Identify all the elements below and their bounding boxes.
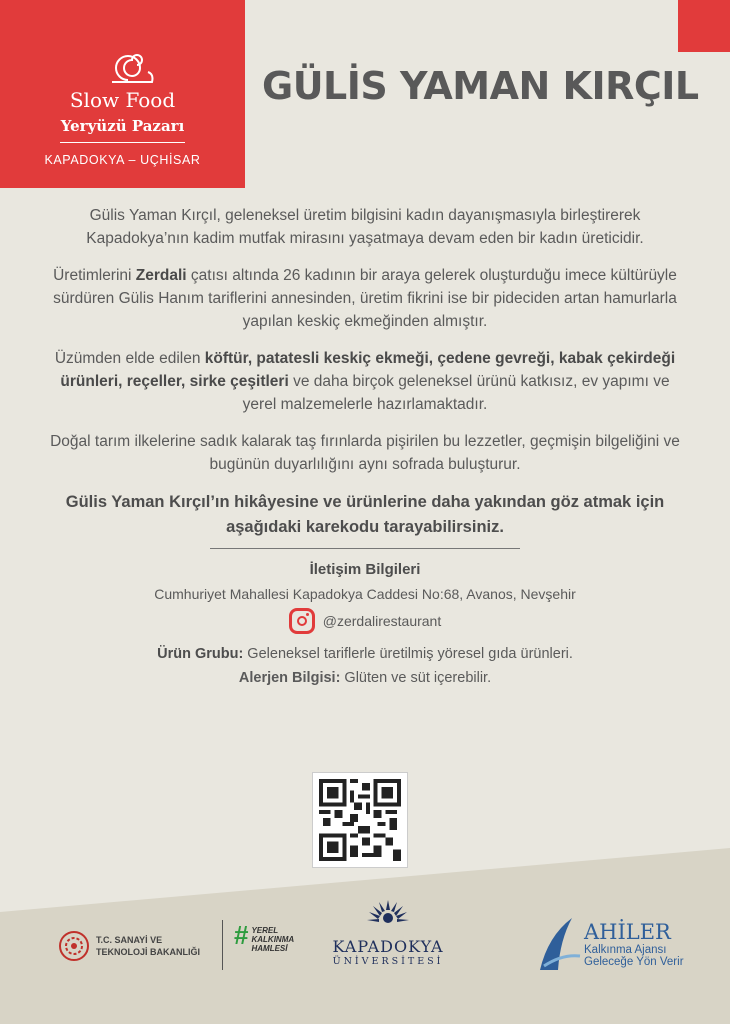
instagram-link[interactable] bbox=[45, 608, 685, 634]
corner-accent bbox=[678, 0, 730, 52]
paragraph-intro: Gülis Yaman Kırçıl, geleneksel üretim bilgisini kadın dayanışmasıyla birleştirerek Kapadokya’nın kadim mutfak mirasını yaşatmaya devam eden bir kadın üreticidir. bbox=[86, 207, 644, 247]
hashtag-icon: # bbox=[234, 920, 249, 950]
contact-heading: İletişim Bilgileri bbox=[309, 561, 421, 578]
contact-address: Cumhuriyet Mahallesi Kapadokya Caddesi No:68, Avanos, Nevşehir bbox=[154, 586, 576, 602]
qr-call-to-action: Gülis Yaman Kırçıl’ın hikâyesine ve ürünlerine daha yakından göz atmak için aşağıdaki karekodu tarayabilirsiniz. bbox=[65, 493, 665, 536]
ministry-logo: T.C. SANAYİ VE TEKNOLOJİ BAKANLIĞI bbox=[58, 930, 200, 962]
content bbox=[45, 204, 685, 686]
allergen-info: Alerjen Bilgisi: Glüten ve süt içerebilir. bbox=[238, 670, 492, 686]
brand-divider bbox=[60, 142, 185, 143]
slow-food-logo bbox=[0, 0, 245, 188]
products-highlight: köftür, patatesli keskiç ekmeği, çedene gevreği, kabak çekirdeği ürünleri, reçeller, sirke çeşitleri bbox=[60, 350, 676, 390]
logo-divider bbox=[222, 920, 223, 970]
snail-icon bbox=[108, 50, 156, 86]
product-group: Ürün Grubu: Geleneksel tariflerle üretilmiş yöresel gıda ürünleri. bbox=[157, 646, 573, 662]
instagram-icon bbox=[289, 608, 315, 634]
brand-location: KAPADOKYA – UÇHİSAR bbox=[44, 153, 201, 167]
campaign-logo: # YEREL KALKINMA HAMLESİ bbox=[234, 920, 295, 953]
brand-title: Slow Food bbox=[69, 88, 176, 112]
paragraph-products: Üzümden elde edilen köftür, patatesli keskiç ekmeği, çedene gevreği, kabak çekirdeği ürünleri, reçeller, sirke çeşitleri ve daha birçok geleneksel ürünü katkısız, ev yapımı ve yerel malzemelerle hazırlamaktadır. bbox=[54, 350, 676, 413]
instagram-handle: @zerdalirestaurant bbox=[322, 613, 442, 629]
paragraph-zerdali: Üretimlerini Zerdali çatısı altında 26 kadının bir araya gelerek oluşturduğu imece kültürüyle sürdüren Gülis Hanım tariflerini annesinden, üretim fikrini ise bir pideciden artan hamurlarla yapılan keskiç ekmeğinden almıştır. bbox=[53, 267, 677, 330]
university-emblem-icon bbox=[365, 898, 411, 932]
qr-code[interactable] bbox=[312, 772, 408, 868]
paragraph-tradition: Doğal tarım ilkelerine sadık kalarak taş fırınlarda pişirilen bu lezzetler, geçmişin bilgeliğini ve bugünün duyarlılığını aynı sofrada buluşturur. bbox=[50, 433, 680, 473]
ministry-emblem-icon bbox=[58, 930, 90, 962]
university-logo: KAPADOKYA ÜNİVERSİTESİ bbox=[318, 898, 458, 967]
zerdali-highlight: Zerdali bbox=[135, 267, 187, 284]
agency-logo: AHİLER Kalkınma Ajansı Geleceğe Yön Verir bbox=[538, 916, 684, 972]
brand-subtitle: Yeryüzü Pazarı bbox=[60, 117, 185, 135]
producer-name: GÜLİS YAMAN KIRÇIL bbox=[262, 64, 699, 108]
qr-code-icon bbox=[319, 779, 401, 861]
agency-emblem-icon bbox=[538, 916, 582, 972]
section-divider bbox=[210, 548, 520, 549]
